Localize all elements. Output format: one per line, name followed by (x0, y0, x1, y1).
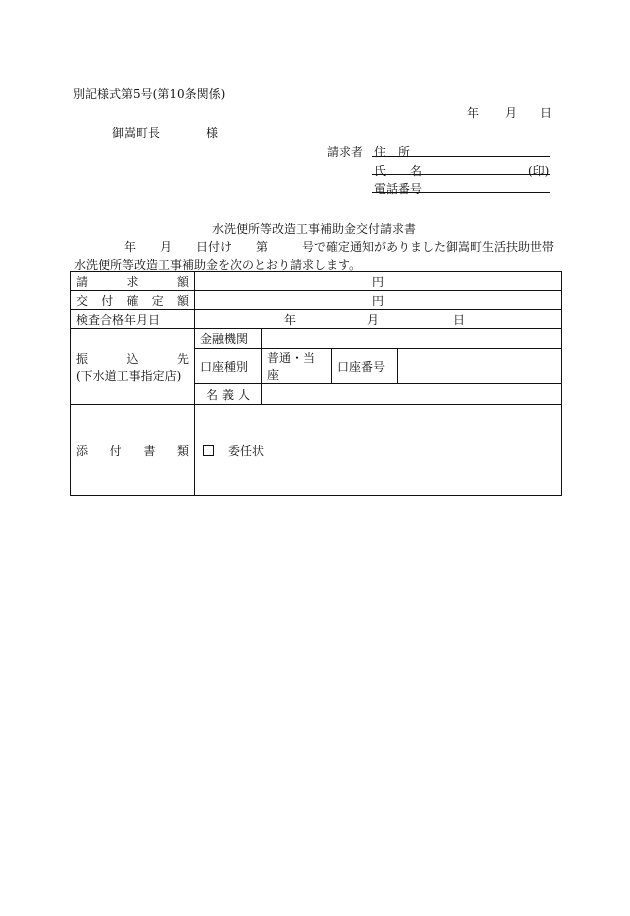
request-amount-row (71, 272, 562, 291)
claimant-label: 請求者 (327, 145, 364, 159)
intro-month: 月 (160, 240, 173, 254)
phone-line[interactable] (372, 192, 550, 193)
form-number: 別記様式第5号(第10条関係) (73, 87, 226, 101)
holder-label: 名 義 人 (195, 384, 262, 405)
attachments-row (71, 405, 562, 496)
account-number-field[interactable] (398, 349, 562, 384)
intro-year: 年 (124, 240, 137, 254)
address-line[interactable] (372, 156, 550, 157)
intro-dai: 第 (256, 240, 269, 254)
inspection-year: 年 (284, 313, 297, 327)
document-title: 水洗便所等改造工事補助金交付請求書 (212, 222, 417, 236)
checkbox-icon[interactable] (203, 445, 214, 456)
transfer-sublabel: (下水道工事指定店) (76, 368, 182, 383)
attachments-label: 添 付 書 類 (71, 405, 195, 496)
account-type-value[interactable]: 普通・当座 (262, 349, 332, 384)
holder-field[interactable] (262, 384, 562, 405)
inspection-date-label: 検査合格年月日 (71, 310, 195, 329)
address-label: 住 所 (374, 145, 411, 159)
date-day: 日 (540, 106, 553, 120)
request-amount-field[interactable] (195, 272, 562, 291)
request-form-table (70, 271, 562, 496)
inspection-month: 月 (367, 313, 380, 327)
intro-rest: 号で確定通知がありました御嵩町生活扶助世帯 (302, 240, 555, 254)
confirmed-amount-row (71, 291, 562, 310)
inspection-date-row (71, 310, 562, 329)
date-month: 月 (505, 106, 518, 120)
inspection-date-field[interactable] (195, 310, 562, 329)
date-year: 年 (467, 106, 480, 120)
attachments-field (195, 405, 562, 496)
confirmed-amount-field[interactable] (195, 291, 562, 310)
transfer-label: 振 込 先 (下水道工事指定店) (71, 329, 195, 405)
request-amount-unit: 円 (371, 274, 384, 289)
account-type-label: 口座種別 (195, 349, 262, 384)
request-amount-label: 請 求 額 (71, 272, 195, 291)
intro-day: 日付け (196, 240, 233, 254)
bank-label: 金融機関 (195, 329, 262, 349)
confirmed-amount-label: 交 付 確 定 額 (71, 291, 195, 310)
confirmed-amount-unit: 円 (371, 293, 384, 308)
addressee-honorific: 様 (206, 126, 219, 140)
transfer-bank-row (71, 329, 562, 349)
account-number-label: 口座番号 (332, 349, 398, 384)
phone-label: 電話番号 (374, 182, 423, 196)
inspection-day: 日 (453, 313, 466, 327)
intro-line2: 水洗便所等改造工事補助金を次のとおり請求します。 (74, 258, 362, 272)
seal-mark: (印) (528, 164, 550, 178)
name-label: 氏 名 (374, 164, 423, 178)
addressee-title: 御嵩町長 (112, 126, 161, 140)
bank-field[interactable] (262, 329, 562, 349)
attachment-item-label: 委任状 (228, 443, 265, 458)
name-line[interactable] (372, 174, 550, 175)
